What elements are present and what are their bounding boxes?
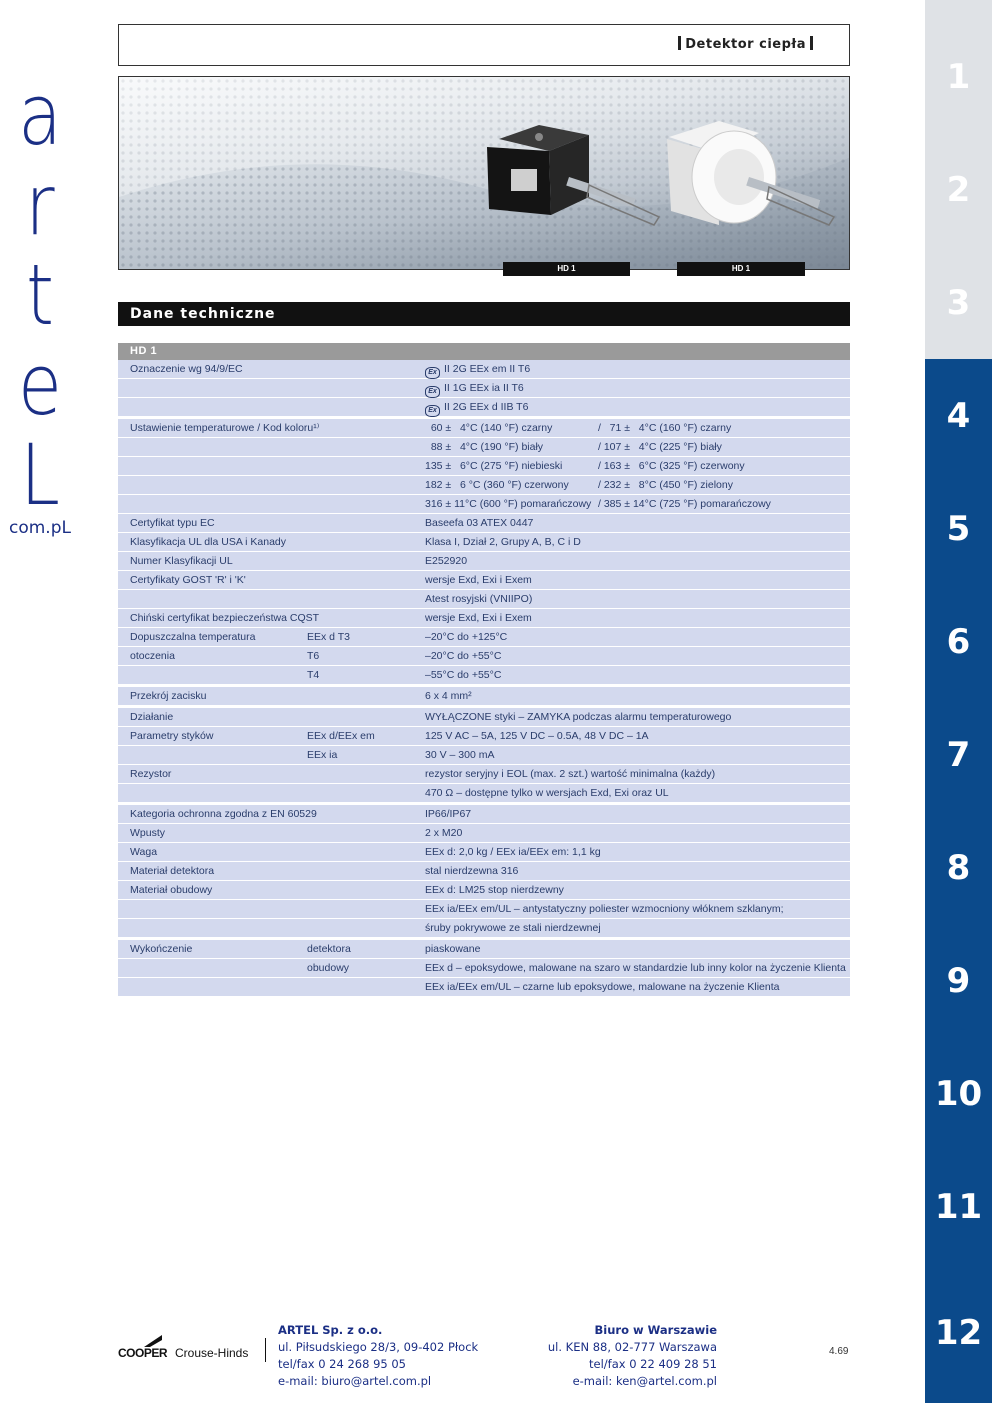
table-row	[118, 824, 850, 843]
spec-label-text: Materiał obudowy	[130, 884, 213, 896]
footer-office	[548, 1322, 717, 1390]
spec-value	[425, 574, 532, 586]
table-row	[118, 805, 850, 824]
company-email[interactable]: e-mail: biuro@artel.com.pl	[278, 1374, 432, 1388]
spec-value-2-text: / 163 ± 6°C (325 °F) czerwony	[598, 460, 745, 472]
spec-sublabel	[307, 669, 319, 681]
spec-value-text: –20°C do +125°C	[425, 631, 508, 643]
spec-value-text: –20°C do +55°C	[425, 650, 502, 662]
spec-value-2-text: / 71 ± 4°C (160 °F) czarny	[598, 422, 732, 434]
header-title	[674, 36, 817, 52]
spec-value-text: piaskowane	[425, 943, 481, 955]
table-row	[118, 419, 850, 438]
tab-8[interactable]: 8	[925, 811, 992, 924]
spec-value-text: –55°C do +55°C	[425, 669, 502, 681]
table-row	[118, 862, 850, 881]
spec-sublabel	[307, 650, 319, 662]
spec-value-text: 182 ± 6 °C (360 °F) czerwony	[425, 479, 569, 491]
spec-table	[118, 343, 850, 997]
spec-value	[425, 555, 467, 567]
spec-label-text: Certyfikat typu EC	[130, 517, 215, 529]
page-title: Detektor ciepła	[685, 37, 806, 52]
title-bar-right	[810, 36, 813, 50]
spec-value	[425, 593, 532, 605]
spec-label	[130, 827, 165, 839]
spec-sublabel-text: EEx d/EEx em	[307, 730, 375, 742]
spec-value	[425, 787, 669, 799]
spec-value-text: 2 x M20	[425, 827, 463, 839]
spec-sublabel-text: detektora	[307, 943, 351, 955]
spec-value	[425, 846, 601, 858]
spec-value-2-text: / 232 ± 8°C (450 °F) zielony	[598, 479, 733, 491]
table-row	[118, 552, 850, 571]
spec-value	[425, 650, 501, 662]
spec-value	[425, 479, 569, 491]
spec-value	[425, 865, 518, 877]
spec-label	[130, 730, 213, 742]
spec-value-text: 60 ± 4°C (140 °F) czarny	[425, 422, 553, 434]
brand-letter: t	[26, 246, 54, 344]
brand-logo	[4, 66, 76, 538]
tab-11[interactable]: 11	[925, 1150, 992, 1263]
table-row	[118, 708, 850, 727]
table-body	[118, 360, 850, 997]
spec-value	[425, 730, 649, 742]
spec-value	[425, 441, 543, 453]
brand-letter: r	[25, 156, 55, 254]
brand-subtitle: com.pL	[9, 518, 71, 538]
brand-letter: L	[20, 426, 60, 524]
tab-9[interactable]: 9	[925, 924, 992, 1037]
table-row	[118, 919, 850, 940]
spec-value-text: Klasa I, Dział 2, Grupy A, B, C i D	[425, 536, 581, 548]
office-email[interactable]: e-mail: ken@artel.com.pl	[572, 1374, 717, 1388]
spec-label-text: Wykończenie	[130, 943, 193, 955]
company-address: ul. Piłsudskiego 28/3, 09-402 Płock	[278, 1340, 479, 1354]
chapter-tabs	[925, 0, 992, 1403]
table-header: HD 1	[118, 343, 850, 360]
spec-value-text: 470 Ω – dostępne tylko w wersjach Exd, Exi oraz UL	[425, 787, 669, 799]
tab-2[interactable]: 2	[925, 133, 992, 246]
spec-value-text: Atest rosyjski (VNIIPO)	[425, 593, 533, 605]
spec-value-text: rezystor seryjny i EOL (max. 2 szt.) wartość minimalna (każdy)	[425, 768, 716, 780]
table-row	[118, 881, 850, 900]
table-row	[118, 628, 850, 647]
spec-value-text: EEx ia/EEx em/UL – czarne lub epoksydowe, malowane na życzenie Klienta	[425, 981, 780, 993]
table-row	[118, 590, 850, 609]
table-row	[118, 978, 850, 997]
spec-label	[130, 711, 173, 723]
spec-label-text: Wpusty	[130, 827, 166, 839]
spec-value	[425, 363, 530, 379]
spec-sublabel-text: T4	[307, 669, 320, 681]
spec-label-text: Kategoria ochronna zgodna z EN 60529	[130, 808, 317, 820]
spec-sublabel-text: T6	[307, 650, 320, 662]
spec-label-text: Materiał detektora	[130, 865, 215, 877]
tab-7[interactable]: 7	[925, 698, 992, 811]
tab-6[interactable]: 6	[925, 585, 992, 698]
spec-sublabel	[307, 943, 351, 955]
spec-label	[130, 517, 215, 529]
spec-value-text: EEx d: LM25 stop nierdzewny	[425, 884, 564, 896]
spec-label-text: Przekrój zacisku	[130, 690, 207, 702]
spec-value-text: 135 ± 6°C (275 °F) niebieski	[425, 460, 563, 472]
spec-value-2	[598, 441, 722, 453]
spec-sublabel	[307, 749, 337, 761]
product-illustration	[119, 77, 850, 270]
spec-label	[130, 943, 192, 955]
spec-label-text: otoczenia	[130, 650, 175, 662]
tab-10[interactable]: 10	[925, 1037, 992, 1150]
office-name: Biuro w Warszawie	[594, 1323, 717, 1337]
company-name: ARTEL Sp. z o.o.	[278, 1323, 383, 1337]
spec-label-text: Certyfikaty GOST 'R' i 'K'	[130, 574, 246, 586]
spec-value	[425, 943, 480, 955]
banner-caption-2: HD 1	[677, 262, 805, 276]
spec-value	[425, 460, 562, 472]
footer-divider	[265, 1338, 266, 1362]
spec-value-text: IP66/IP67	[425, 808, 472, 820]
spec-value-text: 6 x 4 mm²	[425, 690, 472, 702]
spec-label-text: Chiński certyfikat bezpieczeństwa CQST	[130, 612, 320, 624]
spec-value	[425, 884, 564, 896]
spec-value-text: wersje Exd, Exi i Exem	[425, 612, 532, 624]
table-row	[118, 360, 850, 379]
spec-value-text: EEx d: 2,0 kg / EEx ia/EEx em: 1,1 kg	[425, 846, 601, 858]
spec-value-2	[598, 479, 733, 491]
spec-value	[425, 808, 471, 820]
spec-sublabel-text: EEx ia	[307, 749, 338, 761]
spec-value-text: II 2G EEx d IIB T6	[444, 401, 529, 413]
spec-label	[130, 422, 319, 434]
table-row	[118, 959, 850, 978]
table-row	[118, 609, 850, 628]
tab-5[interactable]: 5	[925, 472, 992, 585]
spec-value-text: Baseefa 03 ATEX 0447	[425, 517, 534, 529]
header-box	[118, 24, 850, 66]
table-row	[118, 765, 850, 784]
spec-value	[425, 401, 528, 417]
spec-value-text: EEx d – epoksydowe, malowane na szaro w standardzie lub inny kolor na życzenie Klienta	[425, 962, 846, 974]
spec-label-text: Numer Klasyfikacji UL	[130, 555, 233, 567]
tab-top-fill	[925, 0, 992, 20]
spec-label	[130, 768, 171, 780]
spec-label	[130, 650, 175, 662]
spec-value-2	[598, 498, 771, 510]
spec-value	[425, 669, 501, 681]
spec-sublabel	[307, 730, 375, 742]
ex-mark-icon: Ex	[425, 386, 440, 398]
spec-label-text: Parametry styków	[130, 730, 214, 742]
spec-value-text: śruby pokrywowe ze stali nierdzewnej	[425, 922, 601, 934]
spec-value-2	[598, 422, 731, 434]
title-bar-left	[678, 36, 681, 50]
spec-label	[130, 555, 233, 567]
tab-4[interactable]: 4	[925, 359, 992, 472]
spec-value	[425, 422, 552, 434]
spec-value	[425, 498, 591, 510]
spec-value	[425, 768, 715, 780]
tab-1[interactable]: 1	[925, 20, 992, 133]
product-banner	[118, 76, 850, 270]
spec-value-text: WYŁĄCZONE styki – ZAMYKA podczas alarmu temperaturowego	[425, 711, 732, 723]
spec-label	[130, 865, 214, 877]
spec-label-text: Dopuszczalna temperatura	[130, 631, 256, 643]
table-row	[118, 533, 850, 552]
spec-value-text: stal nierdzewna 316	[425, 865, 519, 877]
tab-3[interactable]: 3	[925, 246, 992, 359]
spec-label-text: Waga	[130, 846, 158, 858]
spec-value	[425, 922, 601, 934]
table-row	[118, 687, 850, 708]
spec-value-text: 125 V AC – 5A, 125 V DC – 0.5A, 48 V DC – 1A	[425, 730, 649, 742]
spec-label	[130, 574, 246, 586]
table-row	[118, 746, 850, 765]
table-row	[118, 514, 850, 533]
spec-label-text: Ustawienie temperaturowe / Kod koloru¹⁾	[130, 422, 320, 434]
spec-value-text: II 1G EEx ia II T6	[444, 382, 524, 394]
spec-value	[425, 711, 731, 723]
spec-sublabel-text: obudowy	[307, 962, 350, 974]
crouse-hinds-text: Crouse-Hinds	[175, 1346, 249, 1360]
spec-value-text: wersje Exd, Exi i Exem	[425, 574, 532, 586]
cooper-logo-text: COOPER	[118, 1346, 168, 1360]
banner-caption-1: HD 1	[503, 262, 630, 276]
office-address: ul. KEN 88, 02-777 Warszawa	[547, 1340, 717, 1354]
table-row	[118, 571, 850, 590]
spec-value	[425, 517, 533, 529]
spec-value	[425, 827, 462, 839]
table-row	[118, 495, 850, 514]
table-row	[118, 900, 850, 919]
tab-12[interactable]: 12	[925, 1263, 992, 1403]
table-row	[118, 843, 850, 862]
office-phone: tel/fax 0 22 409 28 51	[589, 1357, 717, 1371]
spec-label	[130, 846, 157, 858]
spec-label	[130, 808, 317, 820]
table-row	[118, 476, 850, 495]
spec-label-text: Oznaczenie wg 94/9/EC	[130, 363, 243, 375]
spec-value	[425, 962, 846, 974]
brand-letter: e	[18, 336, 62, 434]
table-row	[118, 647, 850, 666]
table-row	[118, 784, 850, 805]
ex-mark-icon: Ex	[425, 367, 440, 379]
spec-label	[130, 363, 243, 375]
table-row	[118, 379, 850, 398]
section-title: Dane techniczne	[118, 302, 850, 326]
table-row	[118, 438, 850, 457]
spec-value	[425, 612, 532, 624]
spec-value-2	[598, 460, 745, 472]
spec-label	[130, 884, 212, 896]
cooper-logo	[118, 1335, 268, 1365]
spec-value-text: 316 ± 11°C (600 °F) pomarańczowy	[425, 498, 592, 510]
spec-value-2-text: / 107 ± 4°C (225 °F) biały	[598, 441, 722, 453]
page-number: 4.69	[829, 1346, 849, 1357]
spec-label	[130, 536, 286, 548]
spec-label-text: Klasyfikacja UL dla USA i Kanady	[130, 536, 287, 548]
spec-sublabel	[307, 631, 350, 643]
spec-label	[130, 690, 206, 702]
table-row	[118, 457, 850, 476]
spec-sublabel	[307, 962, 349, 974]
table-row	[118, 940, 850, 959]
ex-mark-icon: Ex	[425, 405, 440, 417]
spec-value-text: 88 ± 4°C (190 °F) biały	[425, 441, 544, 453]
spec-value	[425, 981, 779, 993]
spec-value-2-text: / 385 ± 14°C (725 °F) pomarańczowy	[598, 498, 771, 510]
spec-sublabel-text: EEx d T3	[307, 631, 350, 643]
table-row	[118, 666, 850, 687]
spec-value	[425, 382, 524, 398]
spec-label	[130, 631, 255, 643]
spec-value	[425, 749, 494, 761]
brand-letter: a	[18, 66, 62, 164]
table-row	[118, 398, 850, 419]
spec-value	[425, 631, 507, 643]
spec-value-text: II 2G EEx em II T6	[444, 363, 531, 375]
spec-label	[130, 612, 319, 624]
spec-value-text: E252920	[425, 555, 468, 567]
spec-value-text: EEx ia/EEx em/UL – antystatyczny poliester wzmocniony włóknem szklanym;	[425, 903, 784, 915]
spec-value-text: 30 V – 300 mA	[425, 749, 495, 761]
spec-value	[425, 903, 784, 915]
company-phone: tel/fax 0 24 268 95 05	[278, 1357, 406, 1371]
table-row	[118, 727, 850, 746]
spec-value	[425, 690, 472, 702]
footer-company	[278, 1322, 478, 1390]
spec-label-text: Działanie	[130, 711, 174, 723]
spec-label-text: Rezystor	[130, 768, 172, 780]
spec-value	[425, 536, 581, 548]
